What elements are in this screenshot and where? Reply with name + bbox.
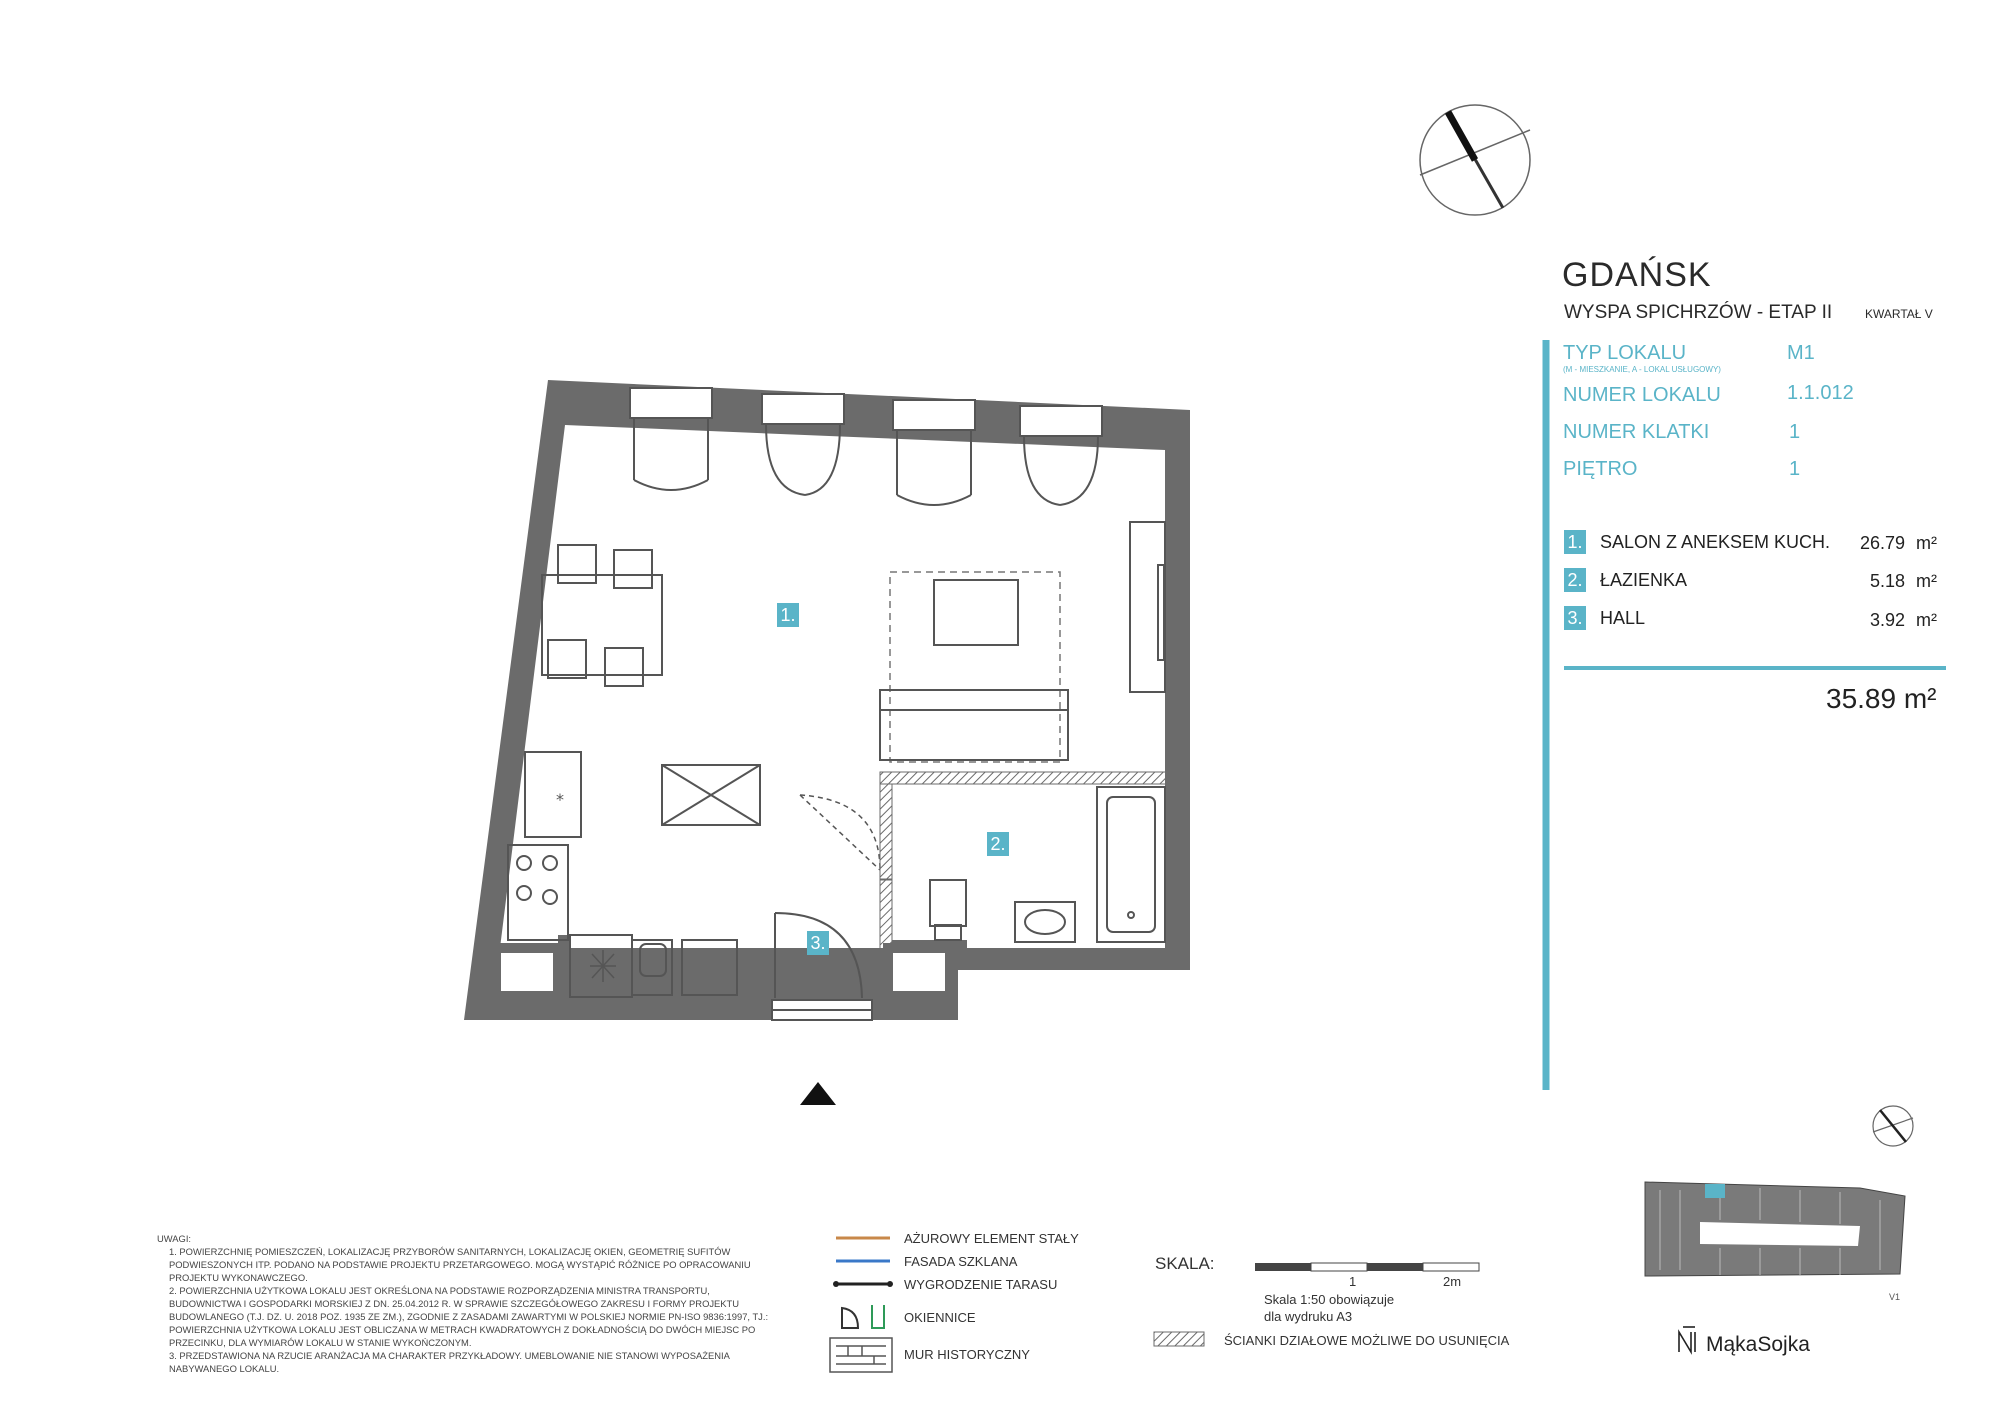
room-2-area: 5.18 [1869,571,1905,591]
plan-label-room-1 [777,603,799,627]
room-row-1 [1564,530,1586,554]
window-4 [1020,406,1102,505]
partition-hatch-sample [1154,1332,1204,1346]
pietro-label: PIĘTRO [1563,458,1638,480]
partition-vertical-bottom [880,880,892,950]
bathroom-wall [892,940,967,950]
scale-tick-2: 2m [1443,1274,1462,1289]
room-3-unit: m² [1916,610,1937,630]
svg-text:*: * [556,790,564,809]
room-row-2 [1564,568,1586,592]
notes-heading: UWAGI: [157,1233,192,1244]
numer-lokalu-label: NUMER LOKALU [1563,384,1721,406]
scale-label: SKALA: [1155,1254,1215,1273]
room-1-unit: m² [1916,533,1937,553]
scale-tick-1: 1 [1349,1274,1357,1289]
room-3-number: 3. [1564,606,1586,630]
legend-mur-symbol [830,1338,892,1372]
brand-name: MąkaSojka [1706,1333,1810,1356]
shaft-right [888,948,950,996]
plan-label-room-3 [807,931,829,955]
quarter-label: KWARTAŁ V [1865,307,1933,321]
legend-wygrodzenie: WYGRODZENIE TARASU [904,1277,1058,1292]
numer-lokalu-value: 1.1.012 [1787,382,1854,404]
legend-mur: MUR HISTORYCZNY [904,1347,1030,1362]
entrance-arrow [800,1082,836,1105]
numer-klatki-value: 1 [1789,421,1801,443]
tv-cabinet [1130,522,1165,692]
partition-horizontal [880,772,1170,784]
key-plan-highlight [1705,1184,1725,1198]
typ-lokalu-note: (M - MIESZKANIE, A - LOKAL USŁUGOWY) [1563,365,1721,374]
room-2-name: ŁAZIENKA [1600,570,1688,590]
notes-section [157,1232,767,1375]
kitchen-wall [558,935,570,995]
room-2-unit: m² [1916,571,1937,591]
room-3-name: HALL [1600,608,1646,628]
total-area: 35.89 m² [1826,683,1937,714]
partition-vertical-top [880,784,892,879]
north-compass [1420,105,1530,215]
plan-room-3-number: 3. [807,931,829,955]
room-1-number: 1. [1564,530,1586,554]
numer-klatki-label: NUMER KLATKI [1563,421,1710,443]
scale-note-1: Skala 1:50 obowiązuje [1264,1292,1395,1307]
scale-bar [1255,1263,1479,1271]
partition-note: ŚCIANKI DZIAŁOWE MOŻLIWE DO USUNIĘCIA [1224,1333,1510,1348]
bathtub [1097,787,1165,942]
city-title: GDAŃSK [1562,256,1712,294]
legend-okiennice: OKIENNICE [904,1310,976,1325]
key-plan [1645,1182,1905,1276]
pietro-value: 1 [1789,458,1801,480]
room-1-name: SALON Z ANEKSEM KUCH. [1600,532,1831,552]
washbasin [1015,902,1075,942]
legend-azurowy: AŻUROWY ELEMENT STAŁY [904,1231,1079,1246]
toilet [930,880,966,940]
coffee-table [934,580,1018,645]
window-2 [762,394,844,495]
legend-line-wygrodzenie [833,1281,893,1287]
scale-note-2: dla wydruku A3 [1264,1309,1353,1324]
shaft-left [496,948,558,996]
ventilation-x [662,765,760,825]
room-row-3 [1564,606,1586,630]
bathroom-door [800,795,880,870]
window-1 [630,388,712,490]
plan-room-1-number: 1. [777,603,799,627]
keyplan-version: V1 [1889,1292,1901,1302]
note-item-1: 1. POWIERZCHNIĘ POMIESZCZEŃ, LOKALIZACJĘ PRZYBORÓW SANITARNYCH, LOKALIZACJĘ OKIEN, GEOMETRIĘ SUFITÓW PODWIESZONYCH ITP. PODANO NA PODSTAWIE PROJEKTU PRZETARGOWEGO. MOGĄ WYSTĄPIĆ RÓŻNICE PO OPRACOWANIU PROJEKTU WYKONAWCZEGO. [169,1246,751,1283]
plan-room-2-number: 2. [987,832,1009,856]
typ-lokalu-label: TYP LOKALU [1563,342,1687,364]
window-3 [893,400,975,505]
note-item-3: 3. PRZEDSTAWIONA NA RZUCIE ARANŻACJA MA CHARAKTER PRZYKŁADOWY. UMEBLOWANIE NIE STANOWI WYPOSAŻENIA NABYWANEGO LOKALU. [169,1350,730,1374]
legend-fasada: FASADA SZKLANA [904,1254,1018,1269]
sofa [880,690,1068,760]
dining-table [542,545,662,686]
project-name: WYSPA SPICHRZÓW - ETAP II [1564,302,1833,323]
plan-label-room-2 [987,832,1009,856]
legend-okiennice-symbol [842,1305,884,1328]
keyplan-compass [1873,1106,1913,1146]
brand-logo-mark [1679,1327,1695,1352]
room-2-number: 2. [1564,568,1586,592]
typ-lokalu-value: M1 [1787,342,1815,364]
room-1-area: 26.79 [1860,533,1906,553]
rug [890,572,1060,762]
room-3-area: 3.92 [1869,610,1905,630]
note-item-2: 2. POWIERZCHNIA UŻYTKOWA LOKALU JEST OKREŚLONA NA PODSTAWIE ROZPORZĄDZENIA MINISTRA TRANSPORTU, BUDOWNICTWA I GOSPODARKI MORSKIEJ Z DN. 25.04.2012 R. W SPRAWIE SZCZEGÓŁOWEGO ZAKRESU I FORMY PROJEKTU BUDOWLANEGO (T.J. DZ. U. 2018 POZ. 1935 ZE ZM.), ZGODNIE Z ZASADAMI ZAWARTYMI W POLSKIEJ NORMIE PN-ISO 9836:1997, TJ.: POWIERZCHNIA UŻYTKOWA LOKALU JEST OBLICZANA W METRACH KWADRATOWYCH Z DOKŁADNOŚCIĄ DO DWÓCH MIEJSC PO PRZECINKU, DLA WYMIARÓW LOKALU W STANIE WYKOŃCZONYM. [169,1285,769,1348]
